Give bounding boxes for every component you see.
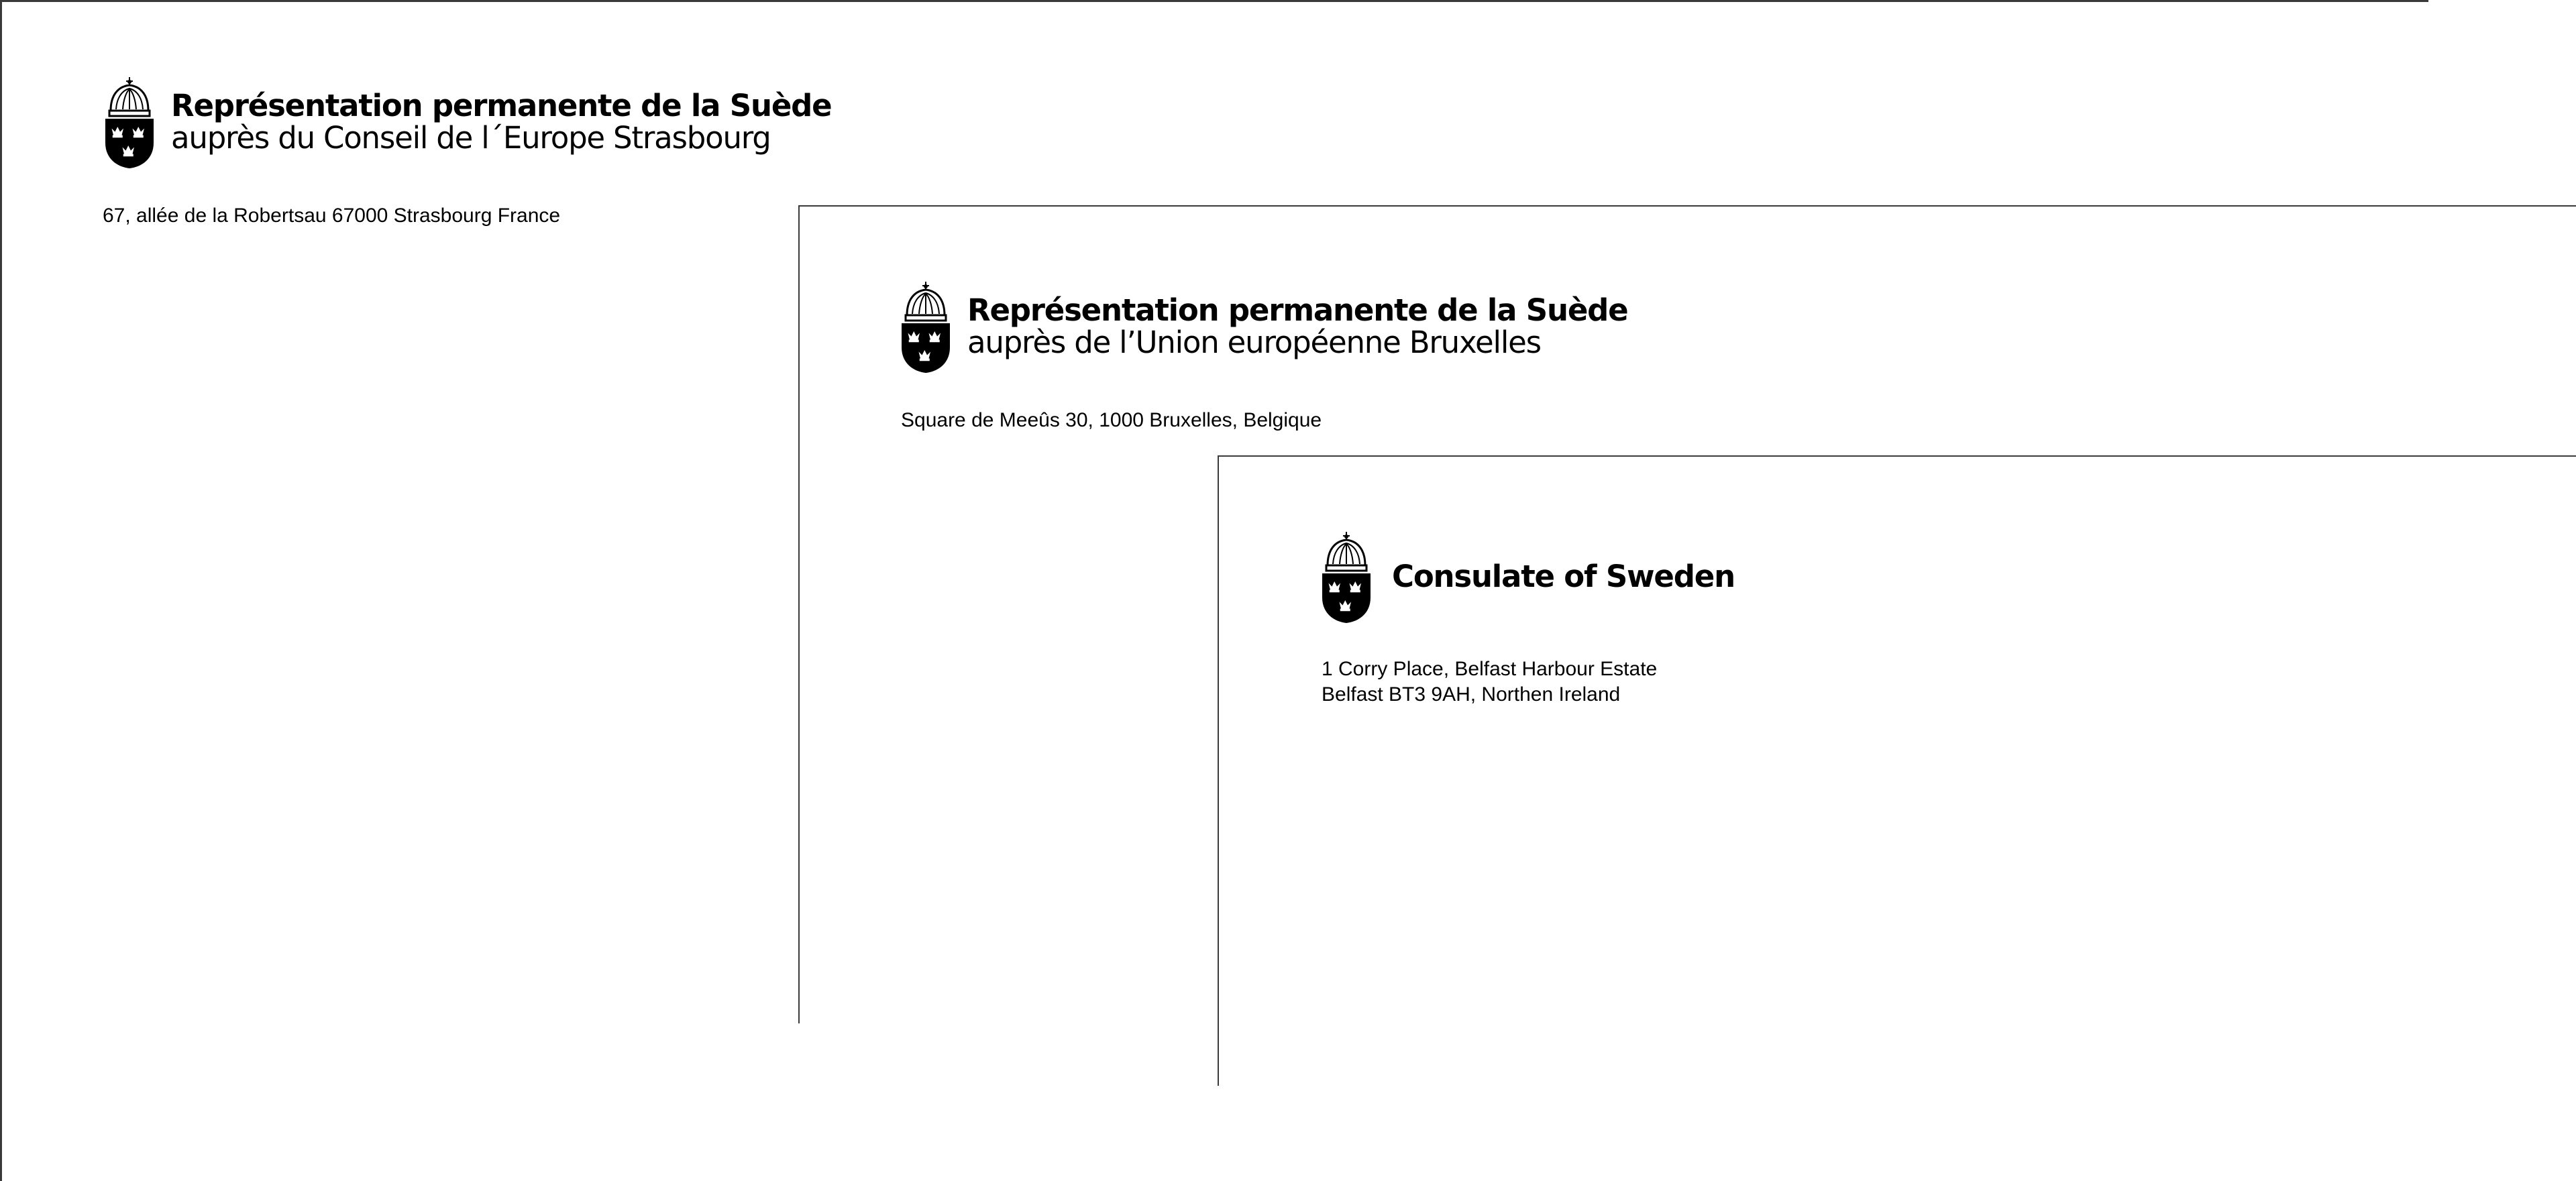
swedish-three-crowns-emblem-icon	[899, 280, 953, 373]
address-line2: Belfast BT3 9AH, Northen Ireland	[1322, 683, 1621, 706]
letterhead-brussels	[899, 280, 1628, 373]
letter-belfast	[1218, 455, 2576, 1086]
swedish-three-crowns-emblem-icon	[103, 76, 156, 168]
organization-name	[1392, 561, 1735, 593]
organization-name	[171, 90, 832, 154]
letterhead-strasbourg	[103, 76, 832, 168]
address: Square de Meeûs 30, 1000 Bruxelles, Belgique	[901, 409, 1322, 431]
letterhead-belfast	[1320, 530, 1735, 623]
address: 67, allée de la Robertsau 67000 Strasbourg France	[103, 205, 561, 227]
address-line1: 1 Corry Place, Belfast Harbour Estate	[1322, 658, 1658, 680]
organization-name-line2: auprès de l’Union européenne Bruxelles	[967, 325, 1541, 360]
organization-name-line1: Représentation permanente de la Suède	[967, 292, 1628, 329]
organization-name	[967, 294, 1628, 358]
address	[1322, 657, 1657, 708]
organization-name-line1: Consulate of Sweden	[1392, 559, 1735, 595]
organization-name-line1: Représentation permanente de la Suède	[171, 88, 832, 124]
swedish-three-crowns-emblem-icon	[1320, 530, 1373, 623]
organization-name-line2: auprès du Conseil de l´Europe Strasbourg	[171, 120, 771, 156]
